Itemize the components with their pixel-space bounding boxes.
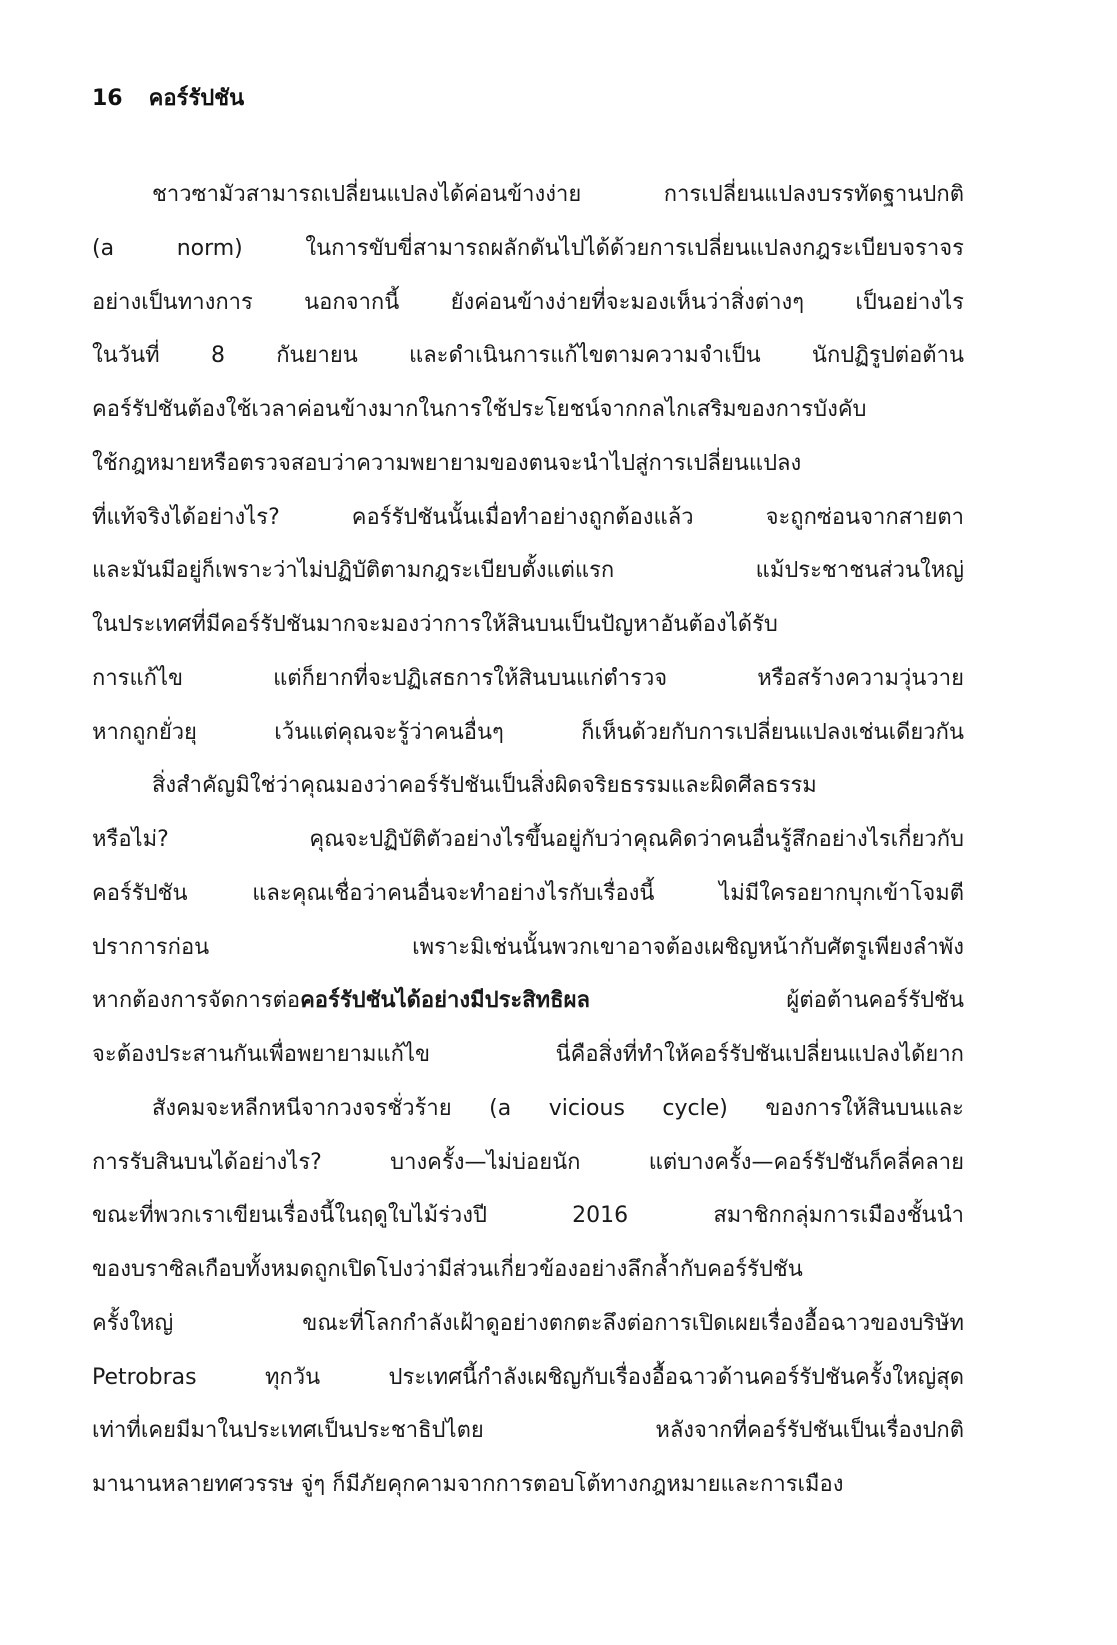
bold-phrase: คอร์รัปชันได้อย่างมีประสิทธิผล	[300, 988, 590, 1014]
text-line: หากถูกยั่วยุ เว้นแต่คุณจะรู้ว่าคนอื่นๆ ก็เห็นด้วยกับการเปลี่ยนแปลงเช่นเดียวกัน	[92, 719, 964, 745]
text-line: คอร์รัปชันต้องใช้เวลาค่อนข้างมากในการใช้ประโยชน์จากกลไกเสริมของการบังคับ	[92, 397, 867, 422]
text-line: มานานหลายทศวรรษ จู่ๆ ก็มีภัยคุกคามจากการตอบโต้ทางกฎหมายและการเมือง	[92, 1472, 844, 1497]
text-line: ปราการก่อน เพราะมิเช่นนั้นพวกเขาอาจต้องเผชิญหน้ากับศัตรูเพียงลำพัง	[92, 934, 964, 960]
text-line: ในประเทศที่มีคอร์รัปชันมากจะมองว่าการให้สินบนเป็นปัญหาอันต้องได้รับ	[92, 612, 778, 637]
text-line: การแก้ไข แต่ก็ยากที่จะปฏิเสธการให้สินบนแก่ตำรวจ หรือสร้างความวุ่นวาย	[92, 665, 964, 691]
text-line: เท่าที่เคยมีมาในประเทศเป็นประชาธิปไตย หลังจากที่คอร์รัปชันเป็นเรื่องปกติ	[92, 1418, 964, 1444]
text-line: การรับสินบนได้อย่างไร? บางครั้ง—ไม่บ่อยนัก แต่บางครั้ง—คอร์รัปชันก็คลี่คลาย	[92, 1149, 964, 1175]
text-line: คอร์รัปชัน และคุณเชื่อว่าคนอื่นจะทำอย่างไรกับเรื่องนี้ ไม่มีใครอยากบุกเข้าโจมตี	[92, 880, 964, 906]
text-line: Petrobras ทุกวัน ประเทศนี้กำลังเผชิญกับเรื่องอื้อฉาวด้านคอร์รัปชันครั้งใหญ่สุด	[92, 1364, 964, 1390]
text-line: และมันมีอยู่ก็เพราะว่าไม่ปฏิบัติตามกฎระเบียบตั้งแต่แรก แม้ประชาชนส่วนใหญ่	[92, 558, 964, 584]
text-line: ขณะที่พวกเราเขียนเรื่องนี้ในฤดูใบไม้ร่วงปี 2016 สมาชิกกลุ่มการเมืองชั้นนำ	[92, 1203, 964, 1229]
text-line: อย่างเป็นทางการ นอกจากนี้ ยังค่อนข้างง่ายที่จะมองเห็นว่าสิ่งต่างๆ เป็นอย่างไร	[92, 289, 964, 315]
running-header	[92, 80, 244, 114]
text-line: จะต้องประสานกันเพื่อพยายามแก้ไข นี่คือสิ่งที่ทำให้คอร์รัปชันเปลี่ยนแปลงได้ยาก	[92, 1042, 964, 1067]
running-title: คอร์รัปชัน	[148, 86, 245, 111]
text-line: สิ่งสำคัญมิใช่ว่าคุณมองว่าคอร์รัปชันเป็นสิ่งผิดจริยธรรมและผิดศีลธรรม	[152, 773, 817, 799]
body-text	[92, 168, 964, 1512]
text-line: หรือไม่? คุณจะปฏิบัติตัวอย่างไรขึ้นอยู่กับว่าคุณคิดว่าคนอื่นรู้สึกอย่างไรเกี่ยวกับ	[92, 827, 964, 852]
text-run: หากต้องการจัดการต่อ	[92, 988, 301, 1014]
text-line: ชาวซามัวสามารถเปลี่ยนแปลงได้ค่อนข้างง่าย การเปลี่ยนแปลงบรรทัดฐานปกติ	[152, 182, 964, 207]
page-number: 16	[92, 86, 123, 111]
text-line: สังคมจะหลีกหนีจากวงจรชั่วร้าย (a vicious cycle) ของการให้สินบนและ	[152, 1095, 964, 1121]
text-line: ครั้งใหญ่ ขณะที่โลกกำลังเฝ้าดูอย่างตกตะลึงต่อการเปิดเผยเรื่องอื้อฉาวของบริษัท	[92, 1310, 964, 1336]
text-line: ในวันที่ 8 กันยายน และดำเนินการแก้ไขตามความจำเป็น นักปฏิรูปต่อต้าน	[92, 343, 964, 369]
text-line: ใช้กฎหมายหรือตรวจสอบว่าความพยายามของตนจะนำไปสู่การเปลี่ยนแปลง	[92, 450, 802, 476]
text-line-with-bold	[92, 974, 964, 1028]
text-run: ผู้ต่อต้านคอร์รัปชัน	[589, 988, 964, 1014]
text-line: ที่แท้จริงได้อย่างไร? คอร์รัปชันนั้นเมื่อทำอย่างถูกต้องแล้ว จะถูกซ่อนจากสายตา	[92, 504, 964, 530]
text-line: ของบราซิลเกือบทั้งหมดถูกเปิดโปงว่ามีส่วนเกี่ยวข้องอย่างลึกล้ำกับคอร์รัปชัน	[92, 1257, 803, 1282]
text-line: (a norm) ในการขับขี่สามารถผลักดันไปได้ด้วยการเปลี่ยนแปลงกฎระเบียบจราจร	[92, 235, 964, 261]
